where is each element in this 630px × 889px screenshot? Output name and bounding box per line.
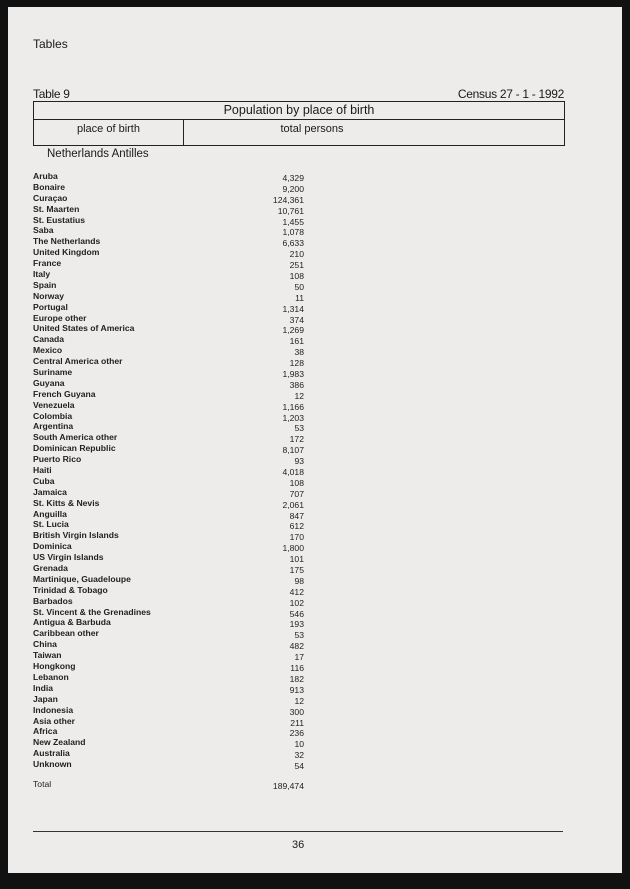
place-name: United States of America: [33, 323, 135, 334]
place-name: Taiwan: [33, 650, 62, 661]
place-name: Canada: [33, 334, 65, 345]
place-name: St. Kitts & Nevis: [33, 497, 100, 508]
column-header-total: total persons: [280, 123, 344, 135]
total-persons: 93: [294, 456, 304, 467]
place-name: The Netherlands: [33, 236, 101, 247]
total-persons: 1,455: [282, 216, 304, 227]
place-name: Caribbean other: [33, 628, 99, 639]
total-persons: 10,761: [277, 205, 304, 216]
total-persons: 8,107: [282, 445, 304, 456]
total-persons: 170: [289, 532, 304, 543]
total-persons: 847: [289, 510, 304, 521]
place-name: St. Eustatius: [33, 214, 86, 225]
total-persons: 707: [289, 488, 304, 499]
place-name: Trinidad & Tobago: [33, 584, 108, 595]
place-name: Italy: [33, 269, 51, 279]
total-persons: 102: [289, 597, 304, 608]
total-persons: 161: [289, 336, 304, 347]
total-persons: 53: [294, 630, 304, 641]
place-name: St. Vincent & the Grenadines: [33, 606, 151, 617]
place-name: Portugal: [33, 301, 68, 312]
total-persons: 32: [294, 750, 304, 761]
total-persons: 251: [289, 260, 304, 271]
total-persons: 4,329: [282, 173, 304, 183]
total-persons: 116: [290, 663, 304, 674]
total-value: 189,474: [272, 781, 304, 791]
total-persons: 128: [289, 358, 304, 369]
total-label: Total: [33, 779, 52, 789]
total-persons: 108: [289, 271, 304, 281]
table-number: Table 9: [33, 87, 70, 101]
place-name: Grenada: [33, 563, 68, 574]
total-persons: 1,166: [282, 401, 304, 412]
place-name: US Virgin Islands: [33, 552, 104, 563]
total-persons: 1,983: [282, 369, 304, 380]
total-persons: 10: [294, 739, 304, 750]
total-persons: 300: [289, 706, 304, 717]
place-name: Indonesia: [33, 704, 74, 715]
place-name: Curaçao: [33, 192, 68, 203]
census-date: Census 27 - 1 - 1992: [457, 87, 564, 101]
total-persons: 2,061: [282, 499, 304, 510]
place-name: French Guyana: [33, 388, 96, 399]
total-persons: 11: [295, 292, 304, 303]
place-name: Anguilla: [33, 508, 67, 519]
total-persons: 236: [289, 728, 304, 739]
place-name: British Virgin Islands: [33, 530, 119, 541]
total-persons: 12: [294, 695, 304, 706]
place-name: Norway: [33, 290, 65, 301]
place-name: St. Lucia: [33, 519, 69, 530]
total-persons: 386: [289, 379, 304, 390]
total-persons: 101: [289, 554, 304, 565]
place-name: France: [33, 258, 62, 269]
total-persons: 1,078: [282, 227, 304, 238]
total-persons: 9,200: [282, 183, 304, 194]
total-persons: 211: [290, 717, 304, 728]
page-number: 36: [292, 839, 305, 851]
place-name: Asia other: [33, 715, 76, 726]
place-name: India: [33, 682, 54, 693]
place-name: Lebanon: [33, 671, 69, 682]
total-persons: 17: [294, 652, 304, 663]
place-name: New Zealand: [33, 737, 86, 748]
column-header-place: place of birth: [34, 120, 184, 145]
total-persons: 210: [289, 249, 304, 260]
total-persons: 193: [289, 619, 304, 630]
table-header-box: [33, 101, 565, 146]
place-name: Saba: [33, 225, 54, 236]
total-persons: 175: [289, 565, 304, 576]
total-persons: 38: [294, 347, 304, 358]
place-name: Japan: [33, 693, 58, 704]
place-name: Jamaica: [33, 486, 67, 497]
total-persons: 108: [289, 477, 304, 488]
place-name: Martinique, Guadeloupe: [33, 573, 131, 584]
total-persons: 1,314: [282, 303, 304, 314]
place-name: Suriname: [33, 367, 73, 378]
place-name: China: [33, 639, 57, 650]
place-name: Argentina: [33, 421, 74, 432]
total-persons: 374: [289, 314, 304, 325]
place-name: South America other: [33, 432, 118, 443]
total-persons: 4,018: [282, 467, 304, 478]
place-name: Aruba: [33, 171, 58, 181]
total-persons: 913: [289, 684, 304, 695]
total-persons: 50: [294, 281, 304, 292]
place-name: Europe other: [33, 312, 87, 323]
place-name: Haiti: [33, 465, 52, 476]
total-persons: 124,361: [272, 194, 304, 205]
place-name: Africa: [33, 726, 58, 737]
total-persons: 98: [294, 575, 304, 586]
total-persons: 6,633: [282, 238, 304, 249]
place-name: Colombia: [33, 410, 73, 421]
total-persons: 1,203: [282, 412, 304, 423]
total-persons: 1,800: [282, 543, 304, 554]
place-name: Puerto Rico: [33, 454, 82, 465]
total-persons: 172: [289, 434, 304, 445]
total-persons: 182: [289, 673, 304, 684]
total-persons: 482: [289, 641, 304, 652]
total-persons: 54: [294, 761, 304, 772]
place-name: Cuba: [33, 475, 55, 486]
place-name: Hongkong: [33, 661, 76, 672]
place-name: Spain: [33, 279, 57, 290]
total-persons: 1,269: [282, 325, 304, 336]
section-header: Tables: [33, 37, 68, 51]
total-persons: 546: [289, 608, 304, 619]
place-name: Mexico: [33, 345, 63, 356]
region-heading: Netherlands Antilles: [47, 148, 149, 160]
place-name: Venezuela: [33, 399, 75, 410]
place-name: Unknown: [33, 759, 72, 770]
place-name: Dominican Republic: [33, 443, 116, 454]
place-name: Guyana: [33, 377, 65, 388]
place-name: Barbados: [33, 595, 73, 606]
table-title: Population by place of birth: [34, 102, 564, 120]
place-name: St. Maarten: [33, 203, 80, 214]
place-name: Antigua & Barbuda: [33, 617, 111, 628]
total-persons: 612: [289, 521, 304, 532]
place-name: Dominica: [33, 541, 72, 552]
place-name: Australia: [33, 748, 70, 759]
footer-divider: [33, 831, 563, 832]
total-persons: 12: [294, 390, 304, 401]
total-persons: 53: [294, 423, 304, 434]
total-persons: 412: [289, 586, 304, 597]
place-name: Central America other: [33, 356, 123, 367]
document-page: [8, 7, 622, 873]
place-name: United Kingdom: [33, 247, 100, 258]
place-name: Bonaire: [33, 181, 65, 192]
